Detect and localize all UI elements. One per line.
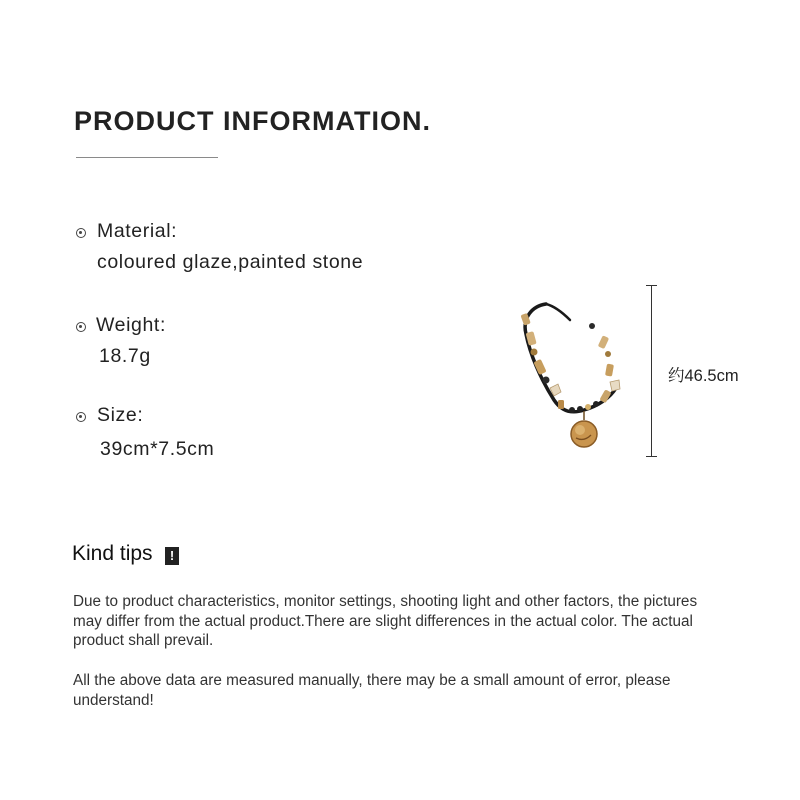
title-divider: [76, 157, 218, 158]
spec-value: coloured glaze,painted stone: [97, 251, 364, 273]
spec-value: 18.7g: [99, 345, 151, 367]
necklace-image: [510, 296, 640, 456]
exclamation-icon: !: [165, 547, 179, 565]
bullet-icon: [76, 228, 86, 238]
dimension-line: [651, 285, 652, 457]
tips-paragraph: All the above data are measured manually, there may be a small amount of error, please understand!: [73, 672, 671, 709]
spec-label: Weight:: [96, 314, 166, 336]
spec-label: Material:: [97, 220, 178, 242]
dimension-label: 约46.5cm: [668, 367, 739, 385]
page-title: PRODUCT INFORMATION.: [74, 106, 431, 136]
bullet-icon: [76, 412, 86, 422]
tips-paragraph: Due to product characteristics, monitor settings, shooting light and other factors, the pictures may differ from the actual product.There are slight differences in the actual color. The actual product shall prevail.: [73, 593, 698, 649]
bullet-icon: [76, 322, 86, 332]
dimension-cap-bottom: [646, 456, 657, 457]
tips-title: Kind tips: [72, 542, 153, 565]
spec-value: 39cm*7.5cm: [100, 438, 215, 460]
spec-label: Size:: [97, 404, 144, 426]
